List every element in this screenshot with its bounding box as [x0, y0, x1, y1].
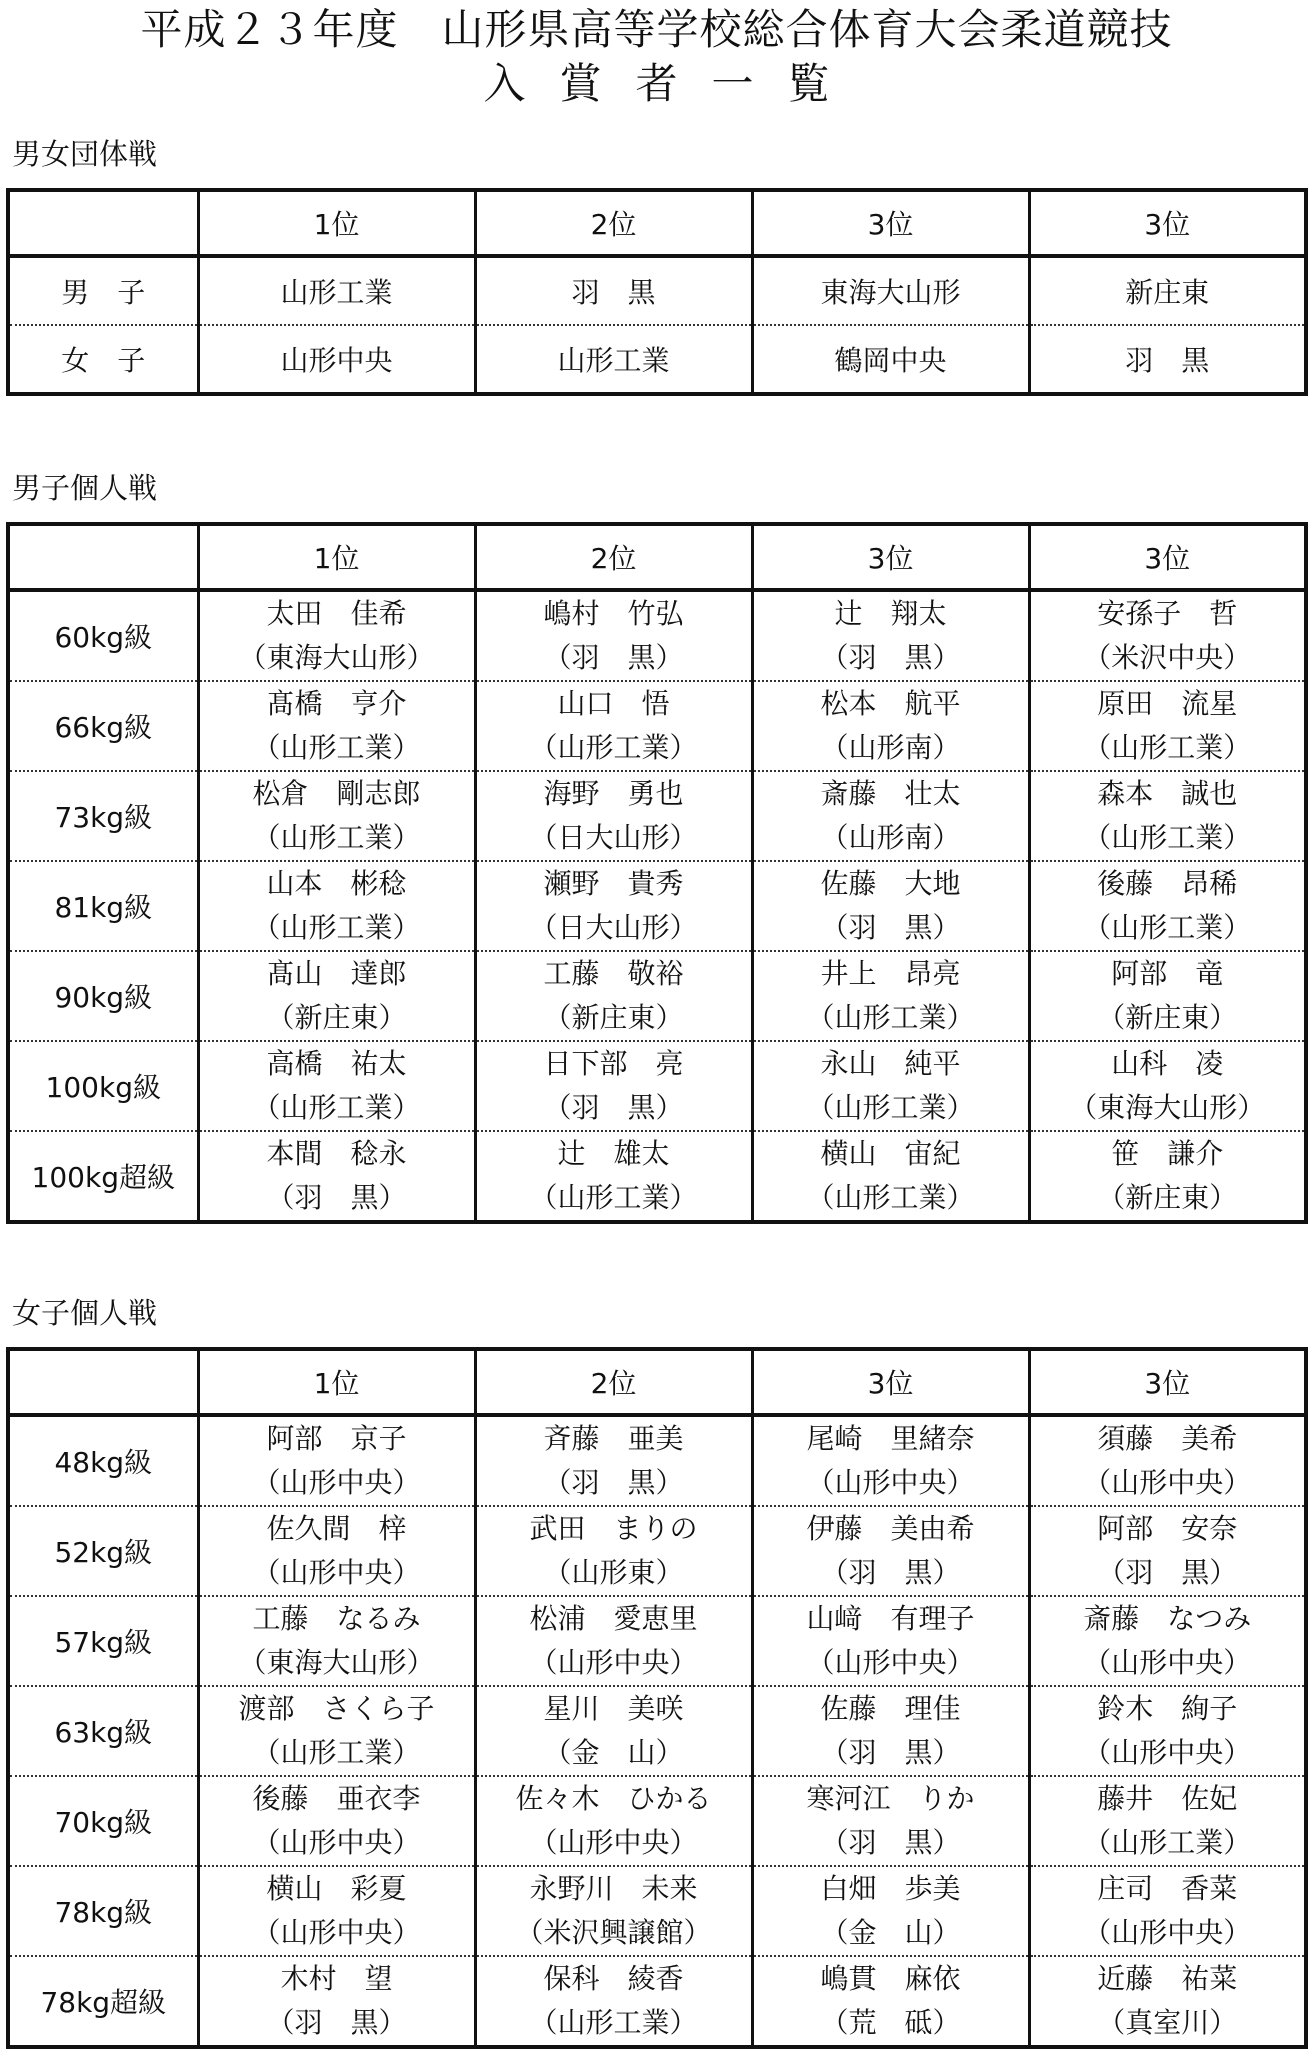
- result-cell: [752, 681, 1029, 771]
- school-name: （山形中央）: [1083, 1916, 1252, 1949]
- athlete-name: 辻 翔太: [834, 597, 947, 630]
- result-cell: [1029, 1506, 1306, 1596]
- school-name: （東海大山形）: [238, 1646, 435, 1679]
- school-name: （山形工業）: [252, 911, 421, 944]
- result-cell: 鶴岡中央: [752, 325, 1029, 394]
- school-name: （山形工業）: [252, 1091, 421, 1124]
- athlete-name: 山﨑 有理子: [806, 1602, 975, 1635]
- athlete-name: 佐々木 ひかる: [515, 1782, 712, 1815]
- athlete-name: 工藤 敬裕: [543, 957, 684, 990]
- athlete-name: 阿部 安奈: [1097, 1512, 1238, 1545]
- athlete-name: 保科 綾香: [543, 1962, 684, 1995]
- result-cell: [198, 1131, 475, 1222]
- athlete-name: 松浦 愛恵里: [529, 1602, 698, 1635]
- result-cell: [475, 771, 752, 861]
- athlete-name: 山本 彬稔: [266, 867, 407, 900]
- result-cell: [198, 951, 475, 1041]
- athlete-name: 山科 凌: [1111, 1047, 1224, 1080]
- athlete-name: 木村 望: [280, 1962, 393, 1995]
- result-cell: [752, 1956, 1029, 2047]
- result-cell: [1029, 1596, 1306, 1686]
- category-cell: 60kg級: [8, 590, 198, 681]
- header-cell: 3位: [752, 524, 1029, 590]
- school-name: （羽 黒）: [543, 1466, 684, 1499]
- category-cell: 63kg級: [8, 1686, 198, 1776]
- result-cell: [475, 590, 752, 681]
- page-subtitle: 入賞者一覧: [483, 59, 864, 108]
- athlete-name: 阿部 竜: [1111, 957, 1224, 990]
- school-name: （山形中央）: [252, 1916, 421, 1949]
- header-cell: 3位: [752, 1349, 1029, 1415]
- school-name: （羽 黒）: [820, 641, 961, 674]
- team-results-table: [6, 188, 1308, 396]
- school-name: （山形工業）: [252, 821, 421, 854]
- header-cell: [8, 190, 198, 256]
- athlete-name: 佐藤 理佳: [820, 1692, 961, 1725]
- result-cell: [475, 1956, 752, 2047]
- result-cell: [752, 861, 1029, 951]
- category-cell: 57kg級: [8, 1596, 198, 1686]
- school-name: （山形工業）: [252, 731, 421, 764]
- header-cell: 3位: [1029, 524, 1306, 590]
- result-cell: [752, 1041, 1029, 1131]
- athlete-name: 太田 佳希: [266, 597, 407, 630]
- men-header-row: [8, 524, 1306, 590]
- men-section-label: 男子個人戦: [12, 471, 158, 505]
- athlete-name: 星川 美咲: [543, 1692, 684, 1725]
- category-cell: 78kg超級: [8, 1956, 198, 2047]
- result-cell: [198, 1041, 475, 1131]
- table-row: [8, 1506, 1306, 1596]
- category-cell: 90kg級: [8, 951, 198, 1041]
- table-row: [8, 1131, 1306, 1222]
- result-cell: 東海大山形: [752, 256, 1029, 325]
- athlete-name: 佐藤 大地: [820, 867, 961, 900]
- result-cell: 羽 黒: [475, 256, 752, 325]
- category-cell: 100kg級: [8, 1041, 198, 1131]
- school-name: （山形工業）: [1083, 1826, 1252, 1859]
- table-row: [8, 1866, 1306, 1956]
- athlete-name: 永山 純平: [820, 1047, 961, 1080]
- result-cell: [198, 771, 475, 861]
- school-name: （金 山）: [820, 1916, 961, 1949]
- result-cell: [752, 590, 1029, 681]
- athlete-name: 阿部 京子: [266, 1422, 407, 1455]
- school-name: （米沢興譲館）: [515, 1916, 712, 1949]
- header-cell: 1位: [198, 190, 475, 256]
- school-name: （米沢中央）: [1083, 641, 1252, 674]
- header-cell: 3位: [1029, 190, 1306, 256]
- result-cell: [198, 1956, 475, 2047]
- table-row: [8, 951, 1306, 1041]
- athlete-name: 後藤 亜衣李: [252, 1782, 421, 1815]
- school-name: （羽 黒）: [820, 1556, 961, 1589]
- result-cell: [475, 1686, 752, 1776]
- result-cell: [1029, 1776, 1306, 1866]
- result-cell: 羽 黒: [1029, 325, 1306, 394]
- athlete-name: 武田 まりの: [529, 1512, 698, 1545]
- athlete-name: 原田 流星: [1097, 687, 1238, 720]
- school-name: （東海大山形）: [1069, 1091, 1266, 1124]
- result-cell: [1029, 1041, 1306, 1131]
- athlete-name: 後藤 昂稀: [1097, 867, 1238, 900]
- result-cell: [1029, 681, 1306, 771]
- school-name: （羽 黒）: [543, 1091, 684, 1124]
- table-row: [8, 771, 1306, 861]
- men-results-table: [6, 522, 1308, 1224]
- school-name: （羽 黒）: [266, 2006, 407, 2039]
- school-name: （羽 黒）: [820, 911, 961, 944]
- result-cell: 山形工業: [475, 325, 752, 394]
- category-cell: 男 子: [8, 256, 198, 325]
- table-row: [8, 325, 1306, 394]
- athlete-name: 辻 雄太: [557, 1137, 670, 1170]
- athlete-name: 笹 謙介: [1111, 1137, 1224, 1170]
- athlete-name: 庄司 香菜: [1097, 1872, 1238, 1905]
- result-cell: [1029, 951, 1306, 1041]
- athlete-name: 斉藤 亜美: [543, 1422, 684, 1455]
- category-cell: 70kg級: [8, 1776, 198, 1866]
- result-cell: [198, 1596, 475, 1686]
- school-name: （山形中央）: [1083, 1736, 1252, 1769]
- result-cell: [1029, 1956, 1306, 2047]
- header-cell: [8, 524, 198, 590]
- result-cell: [1029, 1131, 1306, 1222]
- athlete-name: 瀬野 貴秀: [543, 867, 684, 900]
- athlete-name: 工藤 なるみ: [252, 1602, 421, 1635]
- school-name: （山形工業）: [1083, 821, 1252, 854]
- result-cell: [198, 1776, 475, 1866]
- athlete-name: 永野川 未来: [529, 1872, 698, 1905]
- result-cell: [198, 1415, 475, 1506]
- school-name: （山形中央）: [529, 1646, 698, 1679]
- athlete-name: 髙橋 亨介: [266, 687, 407, 720]
- school-name: （羽 黒）: [820, 1826, 961, 1859]
- school-name: （山形東）: [543, 1556, 684, 1589]
- school-name: （新庄東）: [266, 1001, 407, 1034]
- result-cell: [475, 1506, 752, 1596]
- result-cell: [198, 1686, 475, 1776]
- school-name: （山形中央）: [529, 1826, 698, 1859]
- athlete-name: 安孫子 哲: [1097, 597, 1238, 630]
- school-name: （羽 黒）: [543, 641, 684, 674]
- athlete-name: 近藤 祐菜: [1097, 1962, 1238, 1995]
- school-name: （新庄東）: [543, 1001, 684, 1034]
- school-name: （山形中央）: [1083, 1466, 1252, 1499]
- school-name: （羽 黒）: [266, 1181, 407, 1214]
- table-row: [8, 681, 1306, 771]
- athlete-name: 嶋貫 麻依: [820, 1962, 961, 1995]
- result-cell: [198, 1866, 475, 1956]
- athlete-name: 斎藤 なつみ: [1083, 1602, 1252, 1635]
- women-section-label: 女子個人戦: [12, 1296, 158, 1330]
- school-name: （日大山形）: [529, 821, 698, 854]
- result-cell: [198, 861, 475, 951]
- header-cell: 3位: [752, 190, 1029, 256]
- school-name: （新庄東）: [1097, 1181, 1238, 1214]
- result-cell: [475, 951, 752, 1041]
- header-cell: 3位: [1029, 1349, 1306, 1415]
- result-cell: [475, 1131, 752, 1222]
- school-name: （山形工業）: [806, 1091, 975, 1124]
- result-cell: [752, 951, 1029, 1041]
- athlete-name: 山口 悟: [557, 687, 670, 720]
- result-cell: [198, 590, 475, 681]
- page-title: 平成２３年度 山形県高等学校総合体育大会柔道競技: [140, 5, 1173, 54]
- athlete-name: 藤井 佐妃: [1097, 1782, 1238, 1815]
- category-cell: 66kg級: [8, 681, 198, 771]
- category-cell: 73kg級: [8, 771, 198, 861]
- result-cell: [1029, 771, 1306, 861]
- school-name: （真室川）: [1097, 2006, 1238, 2039]
- athlete-name: 尾崎 里緒奈: [806, 1422, 975, 1455]
- table-row: [8, 590, 1306, 681]
- athlete-name: 日下部 亮: [543, 1047, 684, 1080]
- result-cell: 山形工業: [198, 256, 475, 325]
- athlete-name: 髙山 達郎: [266, 957, 407, 990]
- athlete-name: 白畑 歩美: [820, 1872, 961, 1905]
- category-cell: 48kg級: [8, 1415, 198, 1506]
- result-cell: [752, 1866, 1029, 1956]
- school-name: （山形中央）: [1083, 1646, 1252, 1679]
- result-cell: [198, 1506, 475, 1596]
- school-name: （山形工業）: [1083, 731, 1252, 764]
- table-row: [8, 1596, 1306, 1686]
- result-cell: [752, 771, 1029, 861]
- school-name: （金 山）: [543, 1736, 684, 1769]
- table-row: [8, 1041, 1306, 1131]
- result-cell: [1029, 590, 1306, 681]
- school-name: （山形南）: [820, 731, 961, 764]
- result-cell: [475, 1041, 752, 1131]
- athlete-name: 嶋村 竹弘: [543, 597, 684, 630]
- athlete-name: 須藤 美希: [1097, 1422, 1238, 1455]
- school-name: （山形工業）: [529, 731, 698, 764]
- athlete-name: 佐久間 梓: [266, 1512, 407, 1545]
- result-cell: [475, 1866, 752, 1956]
- school-name: （山形中央）: [806, 1466, 975, 1499]
- women-results-table: [6, 1347, 1308, 2049]
- result-cell: [475, 681, 752, 771]
- header-cell: 1位: [198, 524, 475, 590]
- category-cell: 女 子: [8, 325, 198, 394]
- result-cell: [752, 1131, 1029, 1222]
- school-name: （新庄東）: [1097, 1001, 1238, 1034]
- women-header-row: [8, 1349, 1306, 1415]
- category-cell: 81kg級: [8, 861, 198, 951]
- result-cell: [475, 1415, 752, 1506]
- school-name: （日大山形）: [529, 911, 698, 944]
- athlete-name: 井上 昂亮: [820, 957, 961, 990]
- athlete-name: 森本 誠也: [1097, 777, 1238, 810]
- athlete-name: 松本 航平: [820, 687, 961, 720]
- result-cell: [475, 1596, 752, 1686]
- athlete-name: 寒河江 りか: [806, 1782, 975, 1815]
- result-cell: 山形中央: [198, 325, 475, 394]
- category-cell: 100kg超級: [8, 1131, 198, 1222]
- result-cell: [752, 1686, 1029, 1776]
- athlete-name: 伊藤 美由希: [806, 1512, 975, 1545]
- athlete-name: 斎藤 壮太: [820, 777, 961, 810]
- table-row: [8, 1956, 1306, 2047]
- result-cell: [475, 861, 752, 951]
- school-name: （山形中央）: [252, 1556, 421, 1589]
- result-cell: 新庄東: [1029, 256, 1306, 325]
- category-cell: 78kg級: [8, 1866, 198, 1956]
- category-cell: 52kg級: [8, 1506, 198, 1596]
- result-cell: [752, 1596, 1029, 1686]
- team-section-label: 男女団体戦: [12, 137, 158, 171]
- athlete-name: 横山 彩夏: [266, 1872, 407, 1905]
- athlete-name: 海野 勇也: [543, 777, 684, 810]
- school-name: （山形工業）: [806, 1181, 975, 1214]
- table-row: [8, 1686, 1306, 1776]
- athlete-name: 松倉 剛志郎: [252, 777, 421, 810]
- school-name: （山形工業）: [252, 1736, 421, 1769]
- header-cell: 1位: [198, 1349, 475, 1415]
- school-name: （山形南）: [820, 821, 961, 854]
- result-cell: [198, 681, 475, 771]
- school-name: （山形工業）: [1083, 911, 1252, 944]
- school-name: （山形中央）: [252, 1826, 421, 1859]
- result-cell: [752, 1415, 1029, 1506]
- school-name: （山形工業）: [529, 2006, 698, 2039]
- header-cell: [8, 1349, 198, 1415]
- athlete-name: 渡部 さくら子: [238, 1692, 435, 1725]
- table-row: [8, 861, 1306, 951]
- result-cell: [1029, 1686, 1306, 1776]
- table-row: [8, 1776, 1306, 1866]
- header-cell: 2位: [475, 190, 752, 256]
- school-name: （山形工業）: [806, 1001, 975, 1034]
- result-cell: [1029, 1415, 1306, 1506]
- school-name: （荒 砥）: [820, 2006, 961, 2039]
- school-name: （羽 黒）: [820, 1736, 961, 1769]
- result-cell: [475, 1776, 752, 1866]
- result-cell: [752, 1506, 1029, 1596]
- school-name: （東海大山形）: [238, 641, 435, 674]
- school-name: （羽 黒）: [1097, 1556, 1238, 1589]
- team-header-row: [8, 190, 1306, 256]
- result-cell: [752, 1776, 1029, 1866]
- result-cell: [1029, 1866, 1306, 1956]
- header-cell: 2位: [475, 524, 752, 590]
- school-name: （山形中央）: [252, 1466, 421, 1499]
- school-name: （山形中央）: [806, 1646, 975, 1679]
- athlete-name: 鈴木 絢子: [1097, 1692, 1238, 1725]
- table-row: [8, 1415, 1306, 1506]
- athlete-name: 高橋 祐太: [266, 1047, 407, 1080]
- school-name: （山形工業）: [529, 1181, 698, 1214]
- athlete-name: 本間 稔永: [266, 1137, 407, 1170]
- result-cell: [1029, 861, 1306, 951]
- header-cell: 2位: [475, 1349, 752, 1415]
- athlete-name: 横山 宙紀: [820, 1137, 961, 1170]
- table-row: [8, 256, 1306, 325]
